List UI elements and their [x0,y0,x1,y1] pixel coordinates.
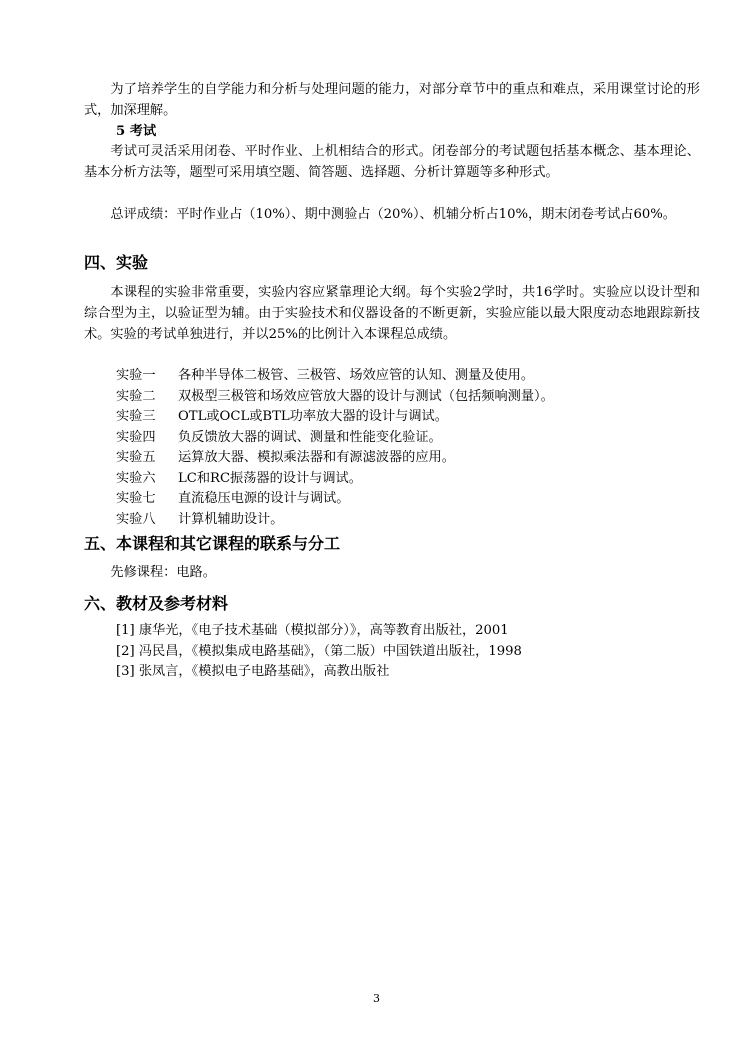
experiment-label: 实验七 [116,491,156,506]
exam-paragraph: 考试可灵活采用闭卷、平时作业、上机相结合的形式。闭卷部分的考试题包括基本概念、基本理论、基本分析方法等，题型可采用填空题、简答题、选择题、分析计算题等多种形式。 [84,144,700,180]
section-heading-relations: 五、本课程和其它课程的联系与分工 [84,534,341,553]
list-item: [1] 康华光，《电子技术基础（模拟部分）》，高等教育出版社，2001 [116,623,509,638]
page-number: 3 [373,992,380,1005]
list-item [116,407,696,428]
intro-paragraph: 为了培养学生的自学能力和分析与处理问题的能力，对部分章节中的重点和难点，采用课堂讨论的形式，加深理解。 [84,82,700,118]
section-heading-references: 六、教材及参考材料 [84,594,229,613]
list-item [116,469,696,490]
experiment-text: 双极型三极管和场效应管放大器的设计与测试（包括频响测量）。 [178,388,554,404]
grading-paragraph: 总评成绩：平时作业占（10%）、期中测验占（20%）、机辅分析占10%，期末闭卷考试占60%。 [110,207,676,222]
prerequisite-text: 先修课程：电路。 [110,565,216,580]
list-item [116,448,696,469]
experiment-label: 实验八 [116,511,156,527]
experiment-label: 实验二 [116,388,156,404]
experiment-label: 实验五 [116,450,156,465]
experiment-text: 各种半导体二极管、三极管、场效应管的认知、测量及使用。 [178,368,535,383]
experiment-text: 计算机辅助设计。 [178,511,284,527]
reference-list [116,621,696,683]
experiment-text: 运算放大器、模拟乘法器和有源滤波器的应用。 [178,450,455,465]
experiment-list [116,366,696,530]
list-item [116,366,696,387]
experiment-paragraph: 本课程的实验非常重要，实验内容应紧靠理论大纲。每个实验2学时，共16学时。实验应以设计型和综合型为主，以验证型为辅。由于实验技术和仪器设备的不断更新，实验应能以最大限度动态地跟踪新技术。实验的考试单独进行，并以25%的比例计入本课程总成绩。 [84,285,700,342]
experiment-text: LC和RC振荡器的设计与调试。 [178,470,362,486]
list-item [116,489,696,510]
list-item [116,387,696,408]
list-item: [3] 张凤言，《模拟电子电路基础》，高教出版社 [116,664,390,679]
experiment-label: 实验一 [116,368,156,383]
list-item [116,428,696,449]
list-item: [2] 冯民昌，《模拟集成电路基础》，（第二版）中国铁道出版社，1998 [116,643,522,659]
section-heading-experiments: 四、实验 [84,253,149,272]
experiment-label: 实验六 [116,470,156,486]
experiment-label: 实验三 [116,409,156,424]
experiment-text: 直流稳压电源的设计与调试。 [178,491,350,506]
experiment-text: OTL或OCL或BTL功率放大器的设计与调试。 [178,409,448,424]
exam-subheading: 5 考试 [116,124,157,139]
experiment-label: 实验四 [116,429,156,445]
list-item [116,510,696,531]
experiment-text: 负反馈放大器的调试、测量和性能变化验证。 [178,429,442,445]
